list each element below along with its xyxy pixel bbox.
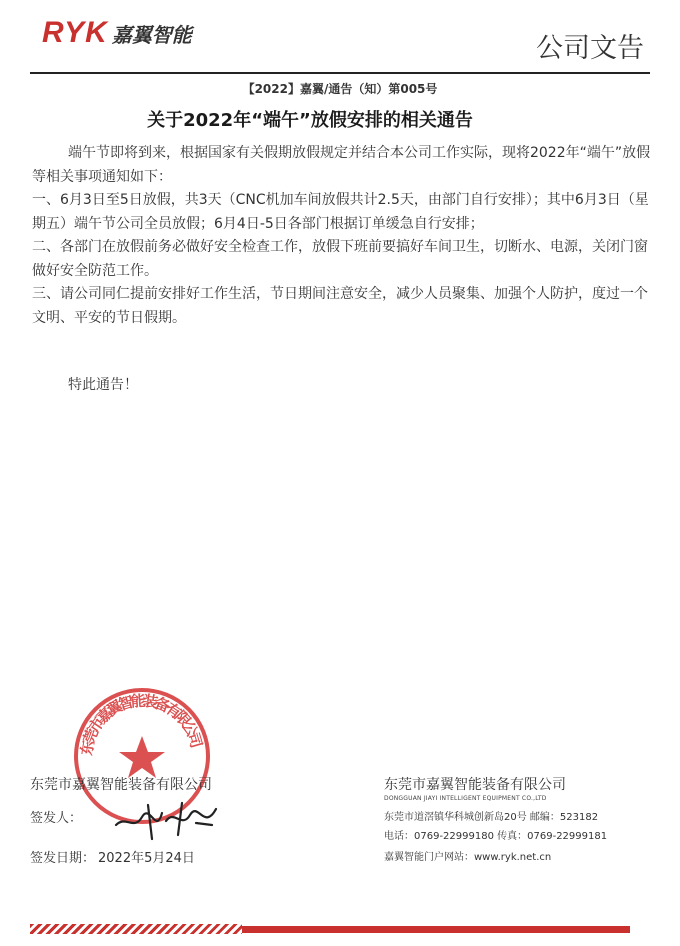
footer-website: 嘉翼智能门户网站：www.ryk.net.cn [384,852,552,863]
handwritten-signature [112,795,222,845]
issue-date: 2022年5月24日 [98,851,195,866]
footer-company-name: 东莞市嘉翼智能装备有限公司 [384,777,566,793]
notice-body [32,142,652,330]
paragraph-intro: 端午节即将到来，根据国家有关假期放假规定并结合本公司工作实际，现将2022年“端午”放假等相关事项通知如下： [32,145,651,185]
footer-red-bar [242,926,630,933]
footer-phone-fax: 电话：0769-22999180 传真：0769-22999181 [384,831,608,842]
footer-hatched-stripe [30,924,242,934]
signature-company-name: 东莞市嘉翼智能装备有限公司 [30,777,212,793]
document-type-label: 公司文告 [536,33,644,64]
closing-text: 特此通告！ [68,377,138,393]
logo-brand: RYK [42,16,108,49]
footer-address: 东莞市道滘镇华科城创新岛20号 邮编：523182 [384,812,599,823]
paragraph-item-3: 三、请公司同仁提前安排好工作生活，节日期间注意安全，减少人员聚集、加强个人防护，度过一个文明、平安的节日假期。 [32,286,648,326]
logo-chinese-name: 嘉翼智能 [111,22,192,47]
document-number: 【2022】嘉翼/通告（知）第005号 [242,82,438,96]
notice-title: 关于2022年“端午”放假安排的相关通告 [147,110,473,131]
footer-company-english: DONGGUAN JIAYI INTELLIGENT EQUIPMENT CO.,LTD [384,795,547,802]
issuer-label: 签发人： [30,811,83,826]
svg-text:东莞市嘉翼智能装备有限公司: 东莞市嘉翼智能装备有限公司 [77,691,206,757]
paragraph-item-1: 一、6月3日至5日放假，共3天（CNC机加车间放假共计2.5天，由部门自行安排）；其中6月3日（星期五）端午节公司全员放假；6月4日-5日各部门根据订单缓急自行安排； [32,192,649,232]
company-logo [42,18,192,48]
paragraph-item-2: 二、各部门在放假前务必做好安全检查工作，放假下班前要搞好车间卫生，切断水、电源，关闭门窗做好安全防范工作。 [32,239,648,279]
issue-date-label: 签发日期： [30,851,96,866]
header-divider [30,72,650,74]
